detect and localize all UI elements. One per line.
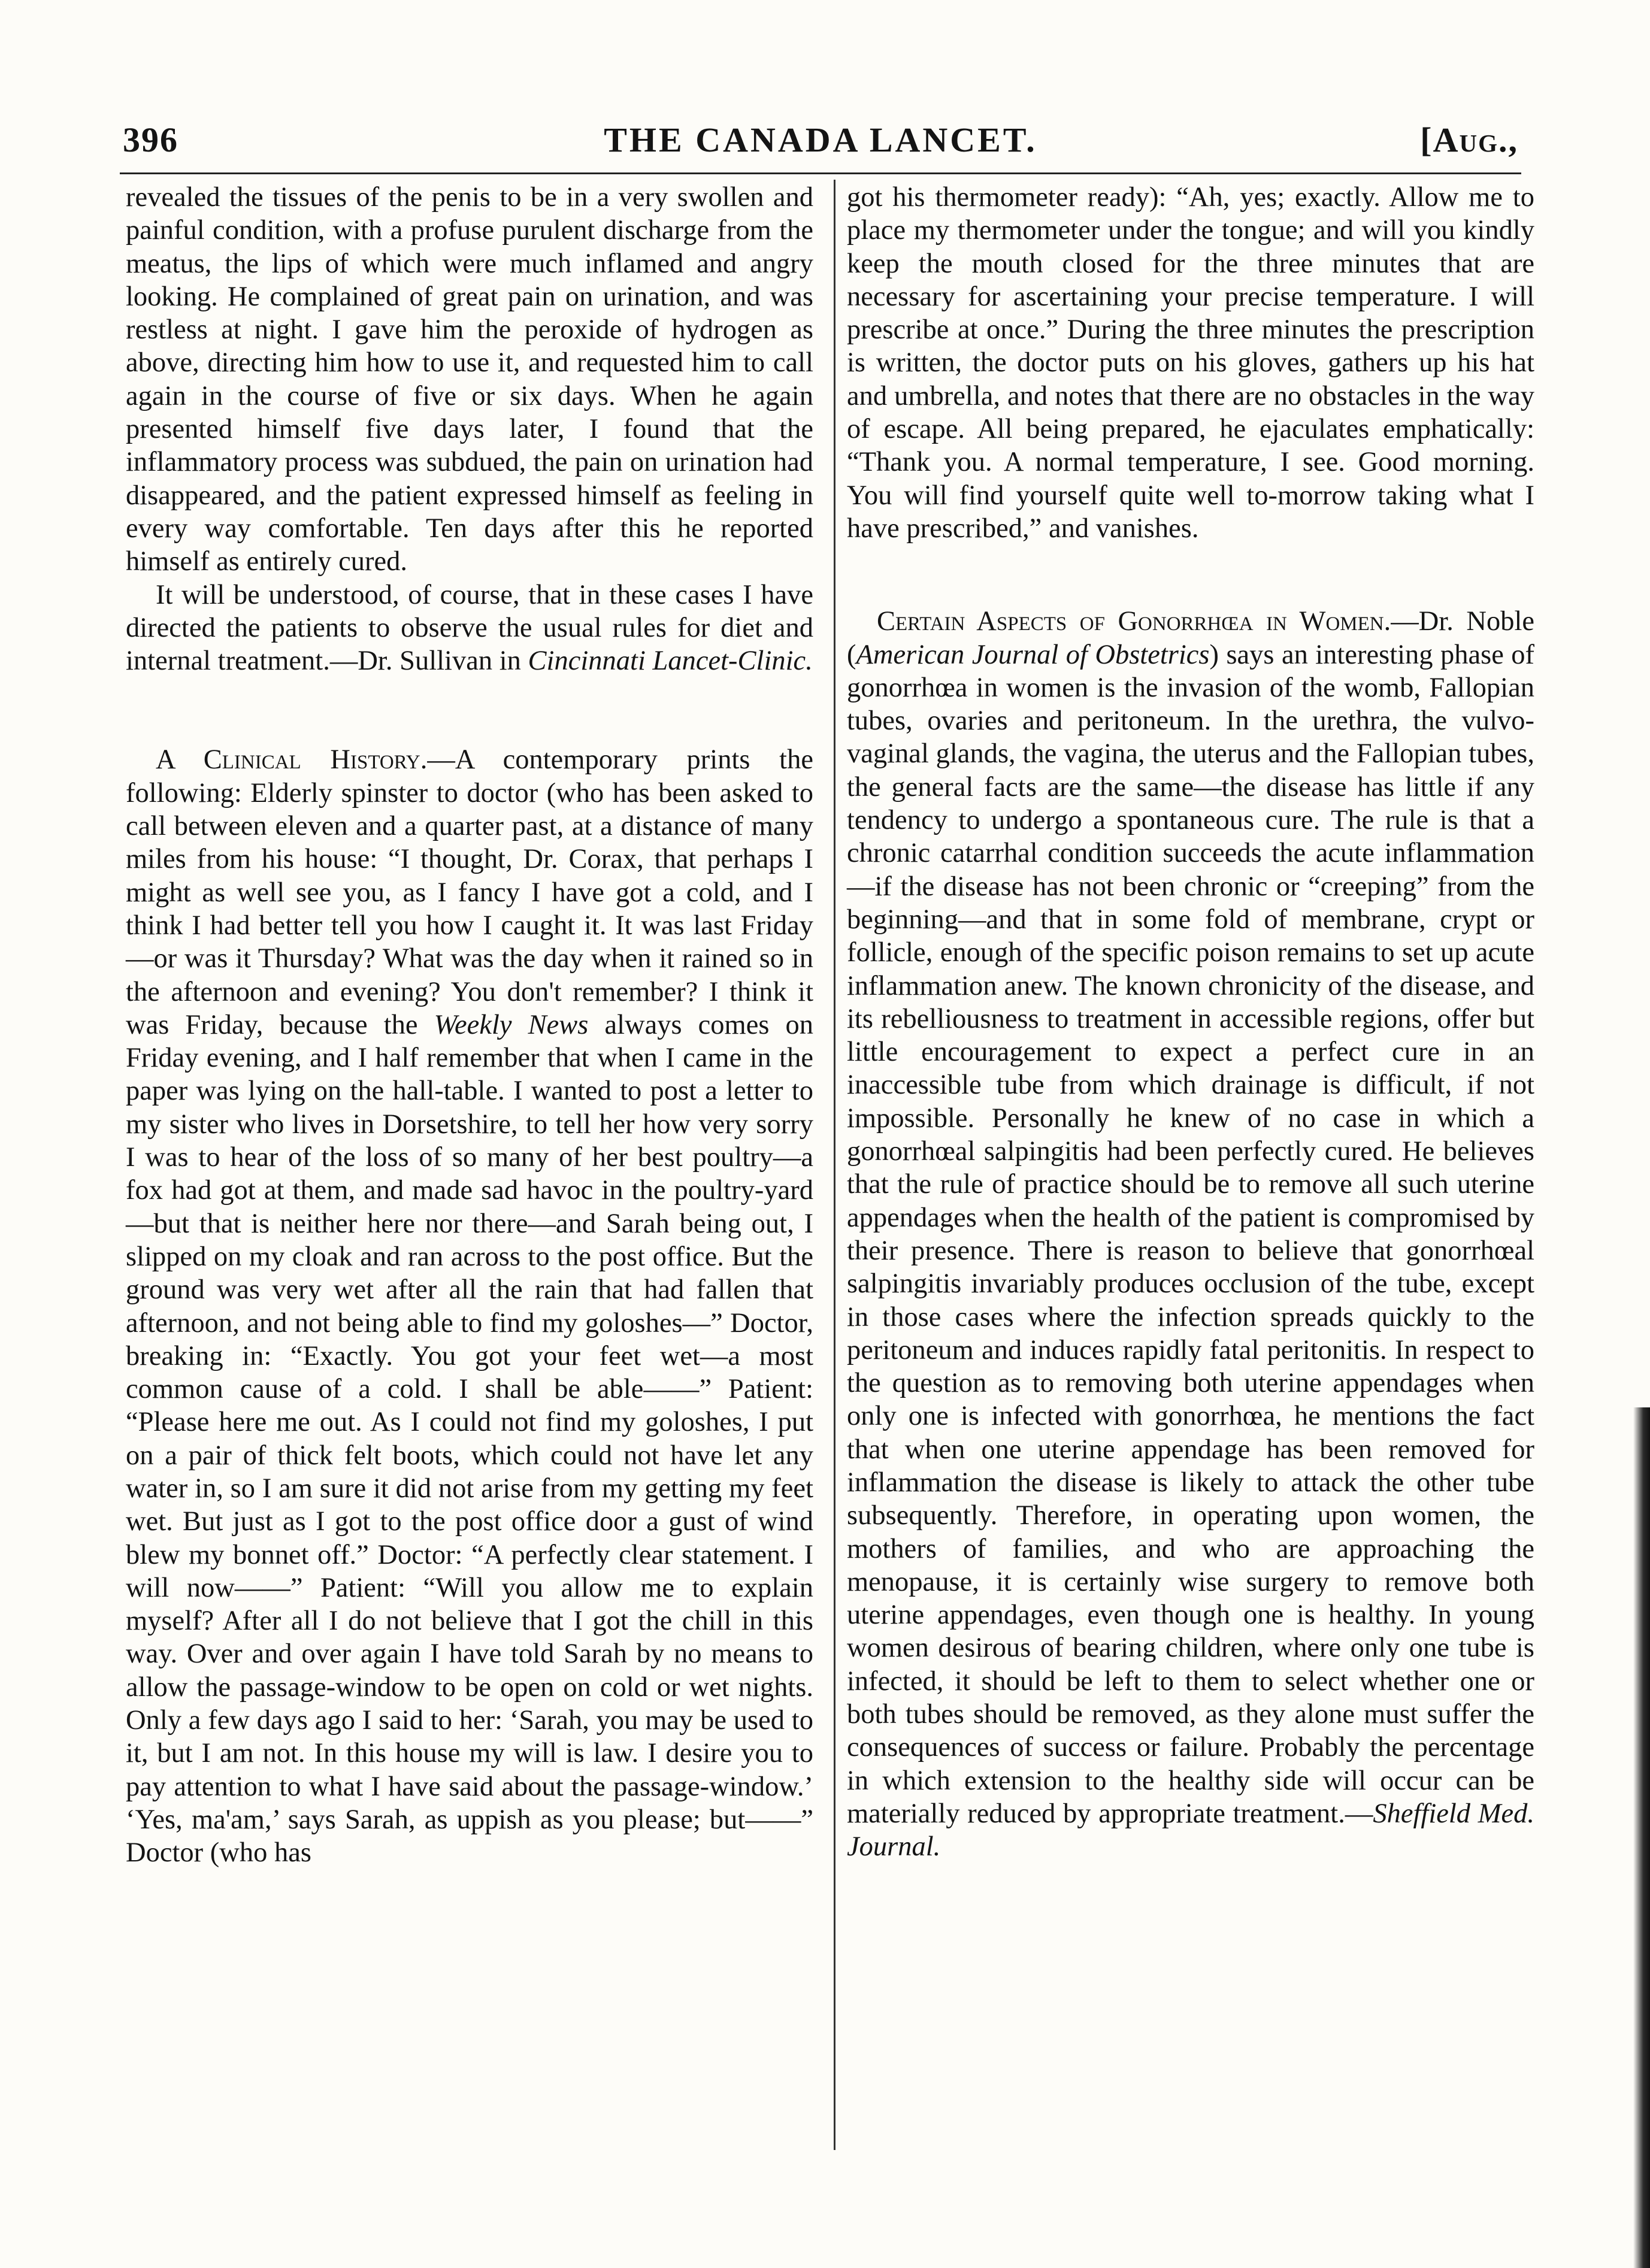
left-column bbox=[126, 181, 813, 1870]
newspaper-name: Weekly News bbox=[434, 1009, 589, 1040]
article-continuation: revealed the tissues of the penis to be in a very swollen and painful condition, with a profuse purulent discharge from the meatus, the lips of which were much inflamed and angry looking. He complained of great pain on urination, and was restless at night. I gave him the peroxide of hydrogen as above, directing him how to use it, and requested him to call again in the course of five or six days. When he again presented himself five days later, I found that the inflammatory process was subdued, the pain on urination had disappeared, and the patient expressed himself as feeling in every way comfortable. Ten days after this he reported himself as entirely cured. bbox=[126, 182, 813, 577]
page-edge-shadow bbox=[1633, 1407, 1650, 2268]
article-conclusion: It will be understood, of course, that in these cases I have directed the patients to observe the usual rules for diet and internal treatment.—Dr. Sullivan in Cincinnati Lancet-Clinic. bbox=[126, 579, 813, 677]
source-citation: Sheffield Med. Journal. bbox=[847, 1798, 1534, 1863]
column-divider bbox=[834, 180, 835, 2150]
article-heading: A Clinical History. bbox=[156, 744, 428, 776]
journal-citation: American Journal of Obstetrics bbox=[856, 639, 1210, 670]
gonorrhoea-article: Certain Aspects of Gonorrhœa in Women.—Dr. Noble (American Journal of Obstetrics) says an interesting phase of gonorrhœa in women is the invasion of the womb, Fallopian tubes, ovaries and peritoneum. In the urethra, the vulvo-vaginal glands, the vagina, the uterus and the Fallopian tubes, the general facts are the same—the disease has little if any tendency to undergo a spontaneous cure. The rule is that a chronic catarrhal condition succeeds the acute inflammation—if the disease has not been chronic or “creeping” from the beginning—and that in some fold of membrane, crypt or follicle, enough of the specific poison remains to set up acute inflammation anew. The known chronicity of the disease, and its rebelliousness to treatment in accessible regions, offer but little encouragement to expect a perfect cure in an inaccessible tube from which drainage is difficult, if not impossible. Personally he knew of no case in which a gonorrhœal salpingitis had been perfectly cured. He believes that the rule of practice should be to remove all such uterine appendages when the health of the patient is compromised by their presence. There is reason to believe that gonorrhœal salpingitis invariably produces occlusion of the tube, except in those cases where the infection spreads quickly to the peritoneum and induces rapidly fatal peritonitis. In respect to the question as to removing both uterine appendages when only one is infected with gonorrhœa, he mentions the fact that when one uterine appendage has been removed for inflammation the disease is likely to attack the other tube subsequently. Therefore, in operating upon women, the mothers of families, and who are approaching the menopause, it is certainly wise surgery to remove both uterine appendages, even though one is healthy. In young women desirous of bearing children, where only one tube is infected, it should be left to them to select whether one or both tubes should be removed, as they alone must suffer the consequences of success or failure. Probably the percentage in which extension to the healthy side will occur can be materially reduced by appropriate treatment.—Sheffield Med. Journal. bbox=[847, 606, 1535, 1863]
page-number: 396 bbox=[123, 120, 178, 159]
issue-month: [Aug., bbox=[1420, 120, 1518, 159]
clinical-history-continuation: got his thermometer ready): “Ah, yes; exactly. Allow me to place my thermometer under the tongue; and will you kindly keep the mouth closed for the three minutes that are necessary for ascertaining your precise temperature. I will prescribe at once.” During the three minutes the prescription is written, the doctor puts on his gloves, gathers up his hat and umbrella, and notes that there are no obstacles in the way of escape. All being prepared, he ejaculates emphatically: “Thank you. A normal temperature, I see. Good morning. You will find yourself quite well to-morrow taking what I have prescribed,” and vanishes. bbox=[847, 182, 1534, 544]
article-heading: Certain Aspects of Gonorrhœa in Women. bbox=[877, 606, 1391, 637]
journal-title: THE CANADA LANCET. bbox=[604, 120, 1037, 159]
right-column bbox=[847, 181, 1534, 1864]
header-rule bbox=[120, 172, 1521, 174]
source-citation: Cincinnati Lancet-Clinic. bbox=[528, 646, 813, 677]
page-header bbox=[123, 113, 1518, 166]
clinical-history-article: A Clinical History.—A contemporary prints the following: Elderly spinster to doctor (who has been asked to call between eleven and a quarter past, at a distance of many miles from his house: “I thought, Dr. Corax, that perhaps I might as well see you, as I fancy I have got a cold, and I think I had better tell you how I caught it. It was last Friday—or was it Thursday? What was the day when it rained so in the afternoon and evening? You don't remember? I think it was Friday, because the Weekly News always comes on Friday evening, and I half remember that when I came in the paper was lying on the hall-table. I wanted to post a letter to my sister who lives in Dorsetshire, to tell her how very sorry I was to hear of the loss of so many of her best poultry—a fox had got at them, and made sad havoc in the poultry-yard—but that is neither here nor there—and Sarah being out, I slipped on my cloak and ran across to the post office. But the ground was very wet after all the rain that had fallen that afternoon, and not being able to find my goloshes—” Doctor, breaking in: “Exactly. You got your feet wet—a most common cause of a cold. I shall be able——” Patient: “Please here me out. As I could not find my goloshes, I put on a pair of thick felt boots, which could not have let any water in, so I am sure it did not arise from my getting my feet wet. But just as I got to the post office door a gust of wind blew my bonnet off.” Doctor: “A perfectly clear statement. I will now——” Patient: “Will you allow me to explain myself? After all I do not believe that I got the chill in this way. Over and over again I have told Sarah by no means to allow the passage-window to be open on cold or wet nights. Only a few days ago I said to her: ‘Sarah, you may be used to it, but I am not. In this house my will is law. I desire you to pay attention to what I have said about the passage-window.’ ‘Yes, ma'am,’ says Sarah, as uppish as you please; but——” Doctor (who has bbox=[126, 744, 813, 1869]
